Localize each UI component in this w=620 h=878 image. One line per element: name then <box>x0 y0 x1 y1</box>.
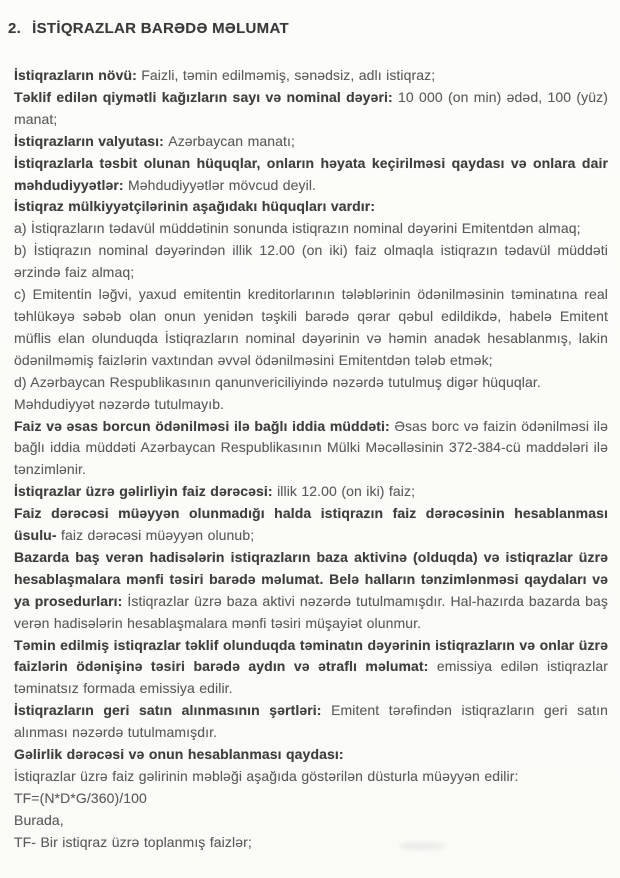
paragraph <box>14 65 608 87</box>
text-run: İstiqrazlar üzrə baza aktivi nəzərdə tutulmamışdır. Hal-hazırda bazarda baş verən hadisələrin hesablaşmalara mənfi təsiri müşayiət olunmur. <box>14 592 609 631</box>
text-run: d) Azərbaycan Respublikasının qanunvericiliyində nəzərdə tutulmuş digər hüquqlar. <box>14 373 541 390</box>
paragraph <box>14 284 608 372</box>
text-run: 10 000 (on min) ədəd, 100 (yüz) manat; <box>14 88 608 127</box>
text-run-bold: İstiqrazlar üzrə gəlirliyin faiz dərəcəsi: <box>14 483 278 500</box>
paragraph <box>14 153 608 197</box>
paragraph <box>14 481 608 503</box>
text-run: Emitent tərəfindən istiqrazların geri satın alınması nəzərdə tutulmamışdır. <box>14 702 608 741</box>
text-run: emissiya edilən istiqrazlar təminatsız formada emissiya edilir. <box>14 658 608 697</box>
paragraph <box>14 788 608 810</box>
paragraph <box>14 810 608 832</box>
text-run-bold: Bazarda baş verən hadisələrin istiqrazların baza aktivinə (olduqda) və istiqrazlar üzrə hesablaşmalara mənfi təsiri barədə məlumat. Belə halların tənzimlənməsi qaydaları və ya prosedurları: <box>14 548 608 609</box>
text-run: Faizli, təmin edilməmiş, sənədsiz, adlı istiqraz; <box>141 67 436 83</box>
paragraph <box>14 240 608 284</box>
text-run: a) İstiqrazların tədavül müddətinin sonunda istiqrazın nominal dəyərini Emitentdən almaq; <box>14 220 581 237</box>
paragraph <box>14 832 608 854</box>
text-run-bold: İstiqrazların növü: <box>14 67 142 83</box>
section-title: İSTİQRAZLAR BARƏDƏ MƏLUMAT <box>32 20 289 37</box>
text-run-bold: Gəlirlik dərəcəsi və onun hesablanması qaydası: <box>14 746 344 763</box>
text-run-bold: Təmin edilmiş istiqrazlar təklif olunduqda təminatın dəyərinin istiqrazların və onlar üzrə faizlərin ödənişinə təsiri barədə aydın və ətraflı məlumat: <box>14 636 608 675</box>
text-run: c) Emitentin ləğvi, yaxud emitentin kreditorlarının tələblərinin ödənilməsinin təminatına real təhlükəyə səbəb olan onun yenidən təşkili barədə qərar qəbul edildikdə, habelə Emitent müflis elan olunduqda İstiqrazların nominal dəyərinin və həmin anadək hesablanmış, lakin ödənilməmiş faizlərin vaxtından əvvəl ödənilməsini Emitentdən tələb etmək; <box>14 286 608 368</box>
document-body <box>14 65 608 854</box>
text-run-bold: İstiqraz mülkiyyətçilərinin aşağıdakı hüquqları vardır: <box>14 198 376 215</box>
text-run: faiz dərəcəsi müəyyən olunub; <box>60 527 255 544</box>
text-run: Burada, <box>14 811 64 828</box>
text-run: TF- Bir istiqraz üzrə toplanmış faizlər; <box>14 833 252 850</box>
text-run-bold: İstiqrazların valyutası: <box>14 132 169 149</box>
text-run: Məhdudiyyətlər mövcud deyil. <box>128 176 317 193</box>
paragraph <box>14 635 608 701</box>
text-run: Əsas borc və faizin ödənilməsi ilə bağlı iddia müddəti Azərbaycan Respublikasının Mülki Məcəlləsinin 372-384-cü maddələri ilə tənzimlənir. <box>14 417 608 478</box>
paragraph <box>14 700 608 744</box>
paragraph <box>14 218 608 240</box>
paragraph <box>14 416 608 482</box>
text-run: İstiqrazlar üzrə faiz gəlirinin məbləği aşağıda göstərilən düsturla müəyyən edilir: <box>14 768 519 784</box>
paragraph <box>14 744 608 766</box>
text-run: b) İstiqrazın nominal dəyərindən illik 12.00 (on iki) faiz olmaqla istiqrazın tədavül müddəti ərzində faiz almaq; <box>14 242 608 281</box>
text-run: Azərbaycan manatı; <box>168 132 295 149</box>
text-run-bold: İstiqrazların geri satın alınmasının şərtləri: <box>14 702 332 719</box>
paragraph <box>14 766 608 788</box>
section-heading <box>8 20 608 37</box>
paragraph <box>14 372 608 394</box>
text-run-bold: Faiz dərəcəsi müəyyən olunmadığı halda istiqrazın faiz dərəcəsinin hesablanması üsulu- <box>14 505 608 544</box>
text-run: illik 12.00 (on iki) faiz; <box>277 483 416 500</box>
text-run: TF=(N*D*G/360)/100 <box>14 789 147 806</box>
paragraph <box>14 196 608 218</box>
scan-smudge-artifact <box>399 842 445 850</box>
section-number: 2. <box>8 20 22 37</box>
paragraph <box>14 547 608 635</box>
text-run-bold: Faiz və əsas borcun ödənilməsi ilə bağlı iddia müddəti: <box>14 417 395 434</box>
paragraph <box>14 87 608 131</box>
text-run: Məhdudiyyət nəzərdə tutulmayıb. <box>14 395 225 412</box>
paragraph <box>14 131 608 153</box>
paragraph <box>14 394 608 416</box>
text-run-bold: Təklif edilən qiymətli kağızların sayı və nominal dəyəri: <box>14 88 399 105</box>
paragraph <box>14 503 608 547</box>
text-run-bold: İstiqrazlarla təsbit olunan hüquqlar, onların həyata keçirilməsi qaydası və onlara dair məhdudiyyətlər: <box>14 154 608 193</box>
